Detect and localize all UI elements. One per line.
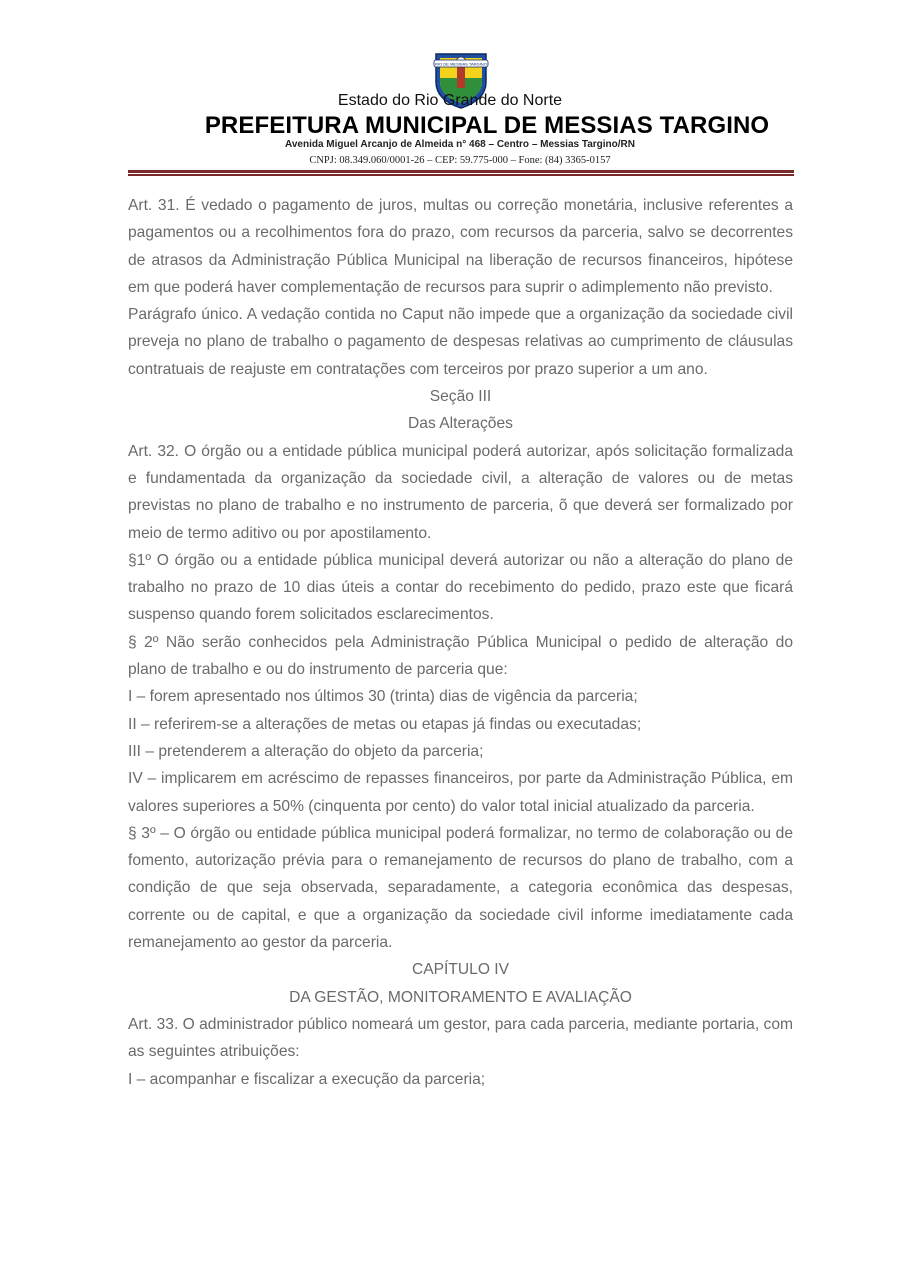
header-divider-thick	[128, 170, 794, 173]
chapter-title-gestao: DA GESTÃO, MONITORAMENTO E AVALIAÇÃO	[289, 988, 632, 1006]
article-31-paragraph-unico: Parágrafo único. A vedação contida no Caput não impede que a organização da sociedade civil preveja no plano de trabalho o pagamento de despesas relativas ao cumprimento de cláusulas contratuais de reajuste em contratações com terceiros por prazo superior a um ano.	[128, 306, 793, 378]
article-32-paragraph-2: § 2º Não serão conhecidos pela Administração Pública Municipal o pedido de alteração do plano de trabalho e ou do instrumento de parceria que:	[128, 633, 793, 679]
cnpj-line: CNPJ: 08.349.060/0001-26 – CEP: 59.775-000 – Fone: (84) 3365-0157	[309, 155, 611, 166]
header-divider-thin	[128, 174, 794, 176]
article-33-item-i: I – acompanhar e fiscalizar a execução da parceria;	[128, 1070, 486, 1088]
state-name: Estado do Rio Grande do Norte	[337, 92, 563, 109]
article-32: Art. 32. O órgão ou a entidade pública municipal poderá autorizar, após solicitação formalizada e fundamentada da organização da sociedade civil, a alteração de valores ou de metas previstas no plano de trabalho e no instrumento de parceria, õ que deverá ser formalizado por meio de termo aditivo ou por apostilamento.	[128, 442, 793, 542]
section-heading-secao-iii: Seção III	[429, 388, 492, 406]
article-32-paragraph-3: § 3º – O órgão ou entidade pública municipal poderá formalizar, no termo de colaboração ou de fomento, autorização prévia para o remanejamento de recursos do plano de trabalho, com a condição de que seja observada, separadamente, a categoria econômica das despesas, corrente ou de capital, e que a organização da sociedade civil informe imediatamente cada remanejamento ao gestor da parceria.	[128, 824, 793, 952]
document-body	[128, 192, 793, 1093]
article-32-item-i: I – forem apresentado nos últimos 30 (trinta) dias de vigência da parceria;	[128, 688, 638, 706]
article-32-paragraph-1: §1º O órgão ou a entidade pública municipal deverá autorizar ou não a alteração do plano de trabalho no prazo de 10 dias úteis a contar do recebimento do pedido, prazo este que ficará suspenso quando forem solicitados esclarecimentos.	[128, 551, 793, 624]
address-line: Avenida Miguel Arcanjo de Almeida n° 468 – Centro – Messias Targino/RN	[284, 139, 635, 150]
article-33: Art. 33. O administrador público nomeará um gestor, para cada parceria, mediante portaria, com as seguintes atribuições:	[128, 1015, 793, 1061]
article-31: Art. 31. É vedado o pagamento de juros, multas ou correção monetária, inclusive referentes a pagamentos ou a recolhimentos fora do prazo, com recursos da parceria, salvo se decorrentes de atrasos da Administração Pública Municipal na liberação de recursos financeiros, hipótese em que poderá haver complementação de recursos para suprir o adimplemento não previsto.	[128, 197, 793, 296]
document-title	[0, 112, 900, 140]
title-text: PREFEITURA MUNICIPAL DE MESSIAS TARGINO	[204, 112, 770, 139]
chapter-heading-iv: CAPÍTULO IV	[411, 961, 510, 979]
crest-ribbon-text: RIO DE MESSIAS TARGINO	[435, 61, 487, 67]
article-32-item-iii: III – pretenderem a alteração do objeto da parceria;	[128, 742, 484, 760]
section-title-alteracoes: Das Alterações	[408, 415, 513, 433]
article-32-item-iv: IV – implicarem em acréscimo de repasses financeiros, por parte da Administração Pública, em valores superiores a 50% (cinquenta por cento) do valor total inicial atualizado da parceria.	[128, 770, 793, 815]
letterhead	[0, 0, 900, 180]
article-32-item-ii: II – referirem-se a alterações de metas ou etapas já findas ou executadas;	[128, 715, 642, 733]
